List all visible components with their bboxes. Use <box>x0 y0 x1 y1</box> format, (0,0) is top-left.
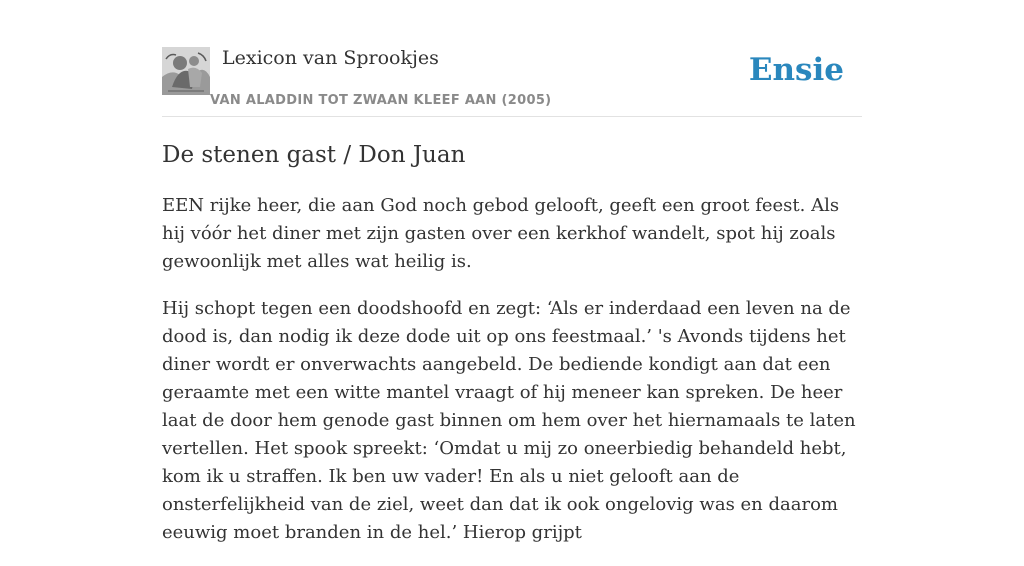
book-cover-avatar-icon[interactable] <box>162 47 210 95</box>
brand-logo-link[interactable]: Ensie <box>748 52 844 88</box>
header <box>162 46 862 117</box>
entry-body <box>162 192 862 566</box>
entry-paragraph: Hij schopt tegen een doodshoofd en zegt: ‘Als er inderdaad een leven na de dood is, dan nodig ik deze dode uit op ons feestmaal.’ 's Avonds tijdens het diner wordt er onverwachts aangebeld. De bediende kondigt aan dat een geraamte met een witte mantel vraagt of hij meneer kan spreken. De heer laat de door hem genode gast binnen om hem over het hiernamaals te laten vertellen. Het spook spreekt: ‘Omdat u mij zo oneerbiedig behandeld hebt, kom ik u straffen. Ik ben uw vader! En als u niet gelooft aan de onsterfelijkheid van de ziel, weet dan dat ik ook ongelovig was en daarom eeuwig moet branden in de hel.’ Hierop grijpt <box>162 298 856 543</box>
book-subtitle: VAN ALADDIN TOT ZWAAN KLEEF AAN (2005) <box>210 93 552 108</box>
entry-paragraph: EEN rijke heer, die aan God noch gebod gelooft, geeft een groot feest. Als hij vóór het diner met zijn gasten over een kerkhof wandelt, spot hij zoals gewoonlijk met alles wat heilig is. <box>162 195 840 272</box>
book-title-link[interactable]: Lexicon van Sprookjes <box>222 47 439 69</box>
book-cover-illustration <box>162 47 210 95</box>
entry-title: De stenen gast / Don Juan <box>162 142 466 168</box>
